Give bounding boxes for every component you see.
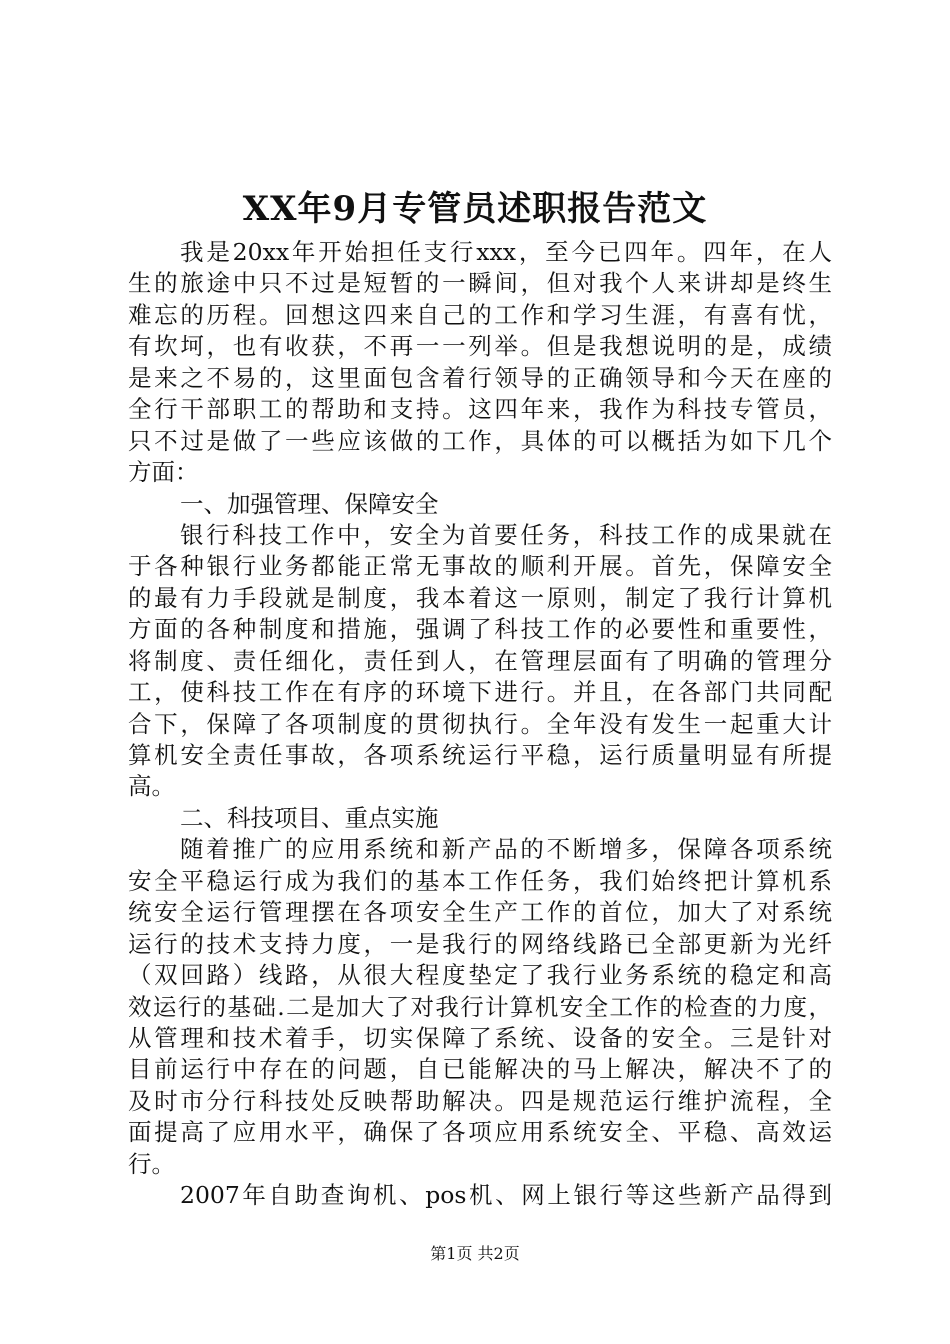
text-line: 行。 bbox=[128, 1149, 175, 1178]
text-line: 及时市分行科技处反映帮助解决。四是规范运行维护流程，全 bbox=[128, 1086, 832, 1115]
text-line: 运行的技术支持力度，一是我行的网络线路已全部更新为光纤 bbox=[128, 929, 832, 958]
text-line: 有坎坷，也有收获，不再一一列举。但是我想说明的是，成绩 bbox=[128, 332, 832, 361]
text-line: 目前运行中存在的问题，自已能解决的马上解决，解决不了的 bbox=[128, 1055, 832, 1084]
text-line: 银行科技工作中，安全为首要任务，科技工作的成果就在 bbox=[180, 520, 832, 549]
text-line: 全行干部职工的帮助和支持。这四年来，我作为科技专管员， bbox=[128, 395, 832, 424]
text-line: 随着推广的应用系统和新产品的不断增多，保障各项系统 bbox=[180, 835, 832, 864]
section-heading: 一、加强管理、保障安全 bbox=[180, 489, 439, 518]
text-line: 只不过是做了一些应该做的工作，具体的可以概括为如下几个 bbox=[128, 426, 832, 455]
text-line: 的最有力手段就是制度，我本着这一原则，制定了我行计算机 bbox=[128, 583, 832, 612]
section-heading: 二、科技项目、重点实施 bbox=[180, 803, 439, 832]
text-line: 高。 bbox=[128, 772, 175, 801]
text-line: 从管理和技术着手，切实保障了系统、设备的安全。三是针对 bbox=[128, 1023, 832, 1052]
text-line: 安全平稳运行成为我们的基本工作任务，我们始终把计算机系 bbox=[128, 866, 832, 895]
text-line: 是来之不易的，这里面包含着行领导的正确领导和今天在座的 bbox=[128, 363, 832, 392]
text-line: 2007年自助查询机、pos机、网上银行等这些新产品得到 bbox=[180, 1181, 832, 1210]
text-line: 方面的各种制度和措施，强调了科技工作的必要性和重要性， bbox=[128, 615, 832, 644]
document-title: XX年9月专管员述职报告范文 bbox=[242, 189, 708, 229]
text-line: 将制度、责任细化，责任到人，在管理层面有了明确的管理分 bbox=[128, 646, 832, 675]
text-line: 难忘的历程。回想这四来自己的工作和学习生涯，有喜有忧， bbox=[128, 300, 832, 329]
text-line: 统安全运行管理摆在各项安全生产工作的首位，加大了对系统 bbox=[128, 898, 832, 927]
text-line: 我是20xx年开始担任支行xxx，至今已四年。四年，在人 bbox=[180, 238, 832, 266]
text-line: 算机安全责任事故，各项系统运行平稳，运行质量明显有所提 bbox=[128, 741, 832, 769]
text-line: 效运行的基础.二是加大了对我行计算机安全工作的检查的力度， bbox=[128, 992, 832, 1021]
text-line: （双回路）线路，从很大程度垫定了我行业务系统的稳定和高 bbox=[128, 961, 832, 990]
page-footer: 第1页 共2页 bbox=[430, 1244, 520, 1263]
text-line: 工，使科技工作在有序的环境下进行。并且，在各部门共同配 bbox=[128, 678, 832, 707]
text-line: 于各种银行业务都能正常无事故的顺利开展。首先，保障安全 bbox=[128, 552, 832, 581]
text-line: 生的旅途中只不过是短暂的一瞬间，但对我个人来讲却是终生 bbox=[128, 269, 832, 298]
text-line: 合下，保障了各项制度的贯彻执行。全年没有发生一起重大计 bbox=[128, 709, 832, 738]
text-line: 方面： bbox=[128, 458, 199, 487]
document-body bbox=[128, 237, 832, 1212]
text-line: 面提高了应用水平，确保了各项应用系统安全、平稳、高效运 bbox=[128, 1118, 832, 1147]
